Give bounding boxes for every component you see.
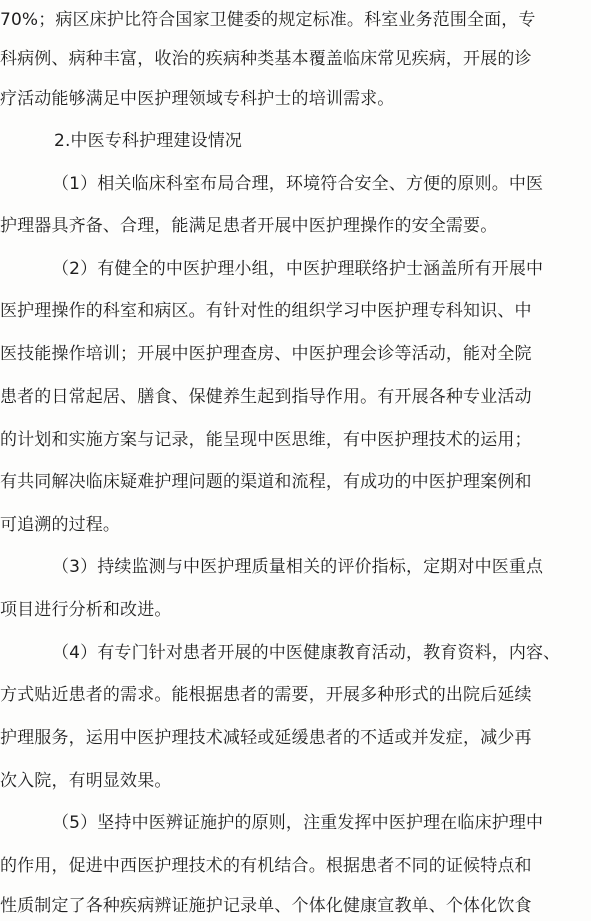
text-line: 患者的日常起居、膳食、保健养生起到指导作用。有开展各种专业活动: [0, 387, 532, 407]
text-line: 方式贴近患者的需求。能根据患者的需要，开展多种形式的出院后延续: [0, 685, 532, 705]
text-line: 的作用，促进中西医护理技术的有机结合。根据患者不同的证候特点和: [0, 856, 532, 876]
text-line: （5）坚持中医辨证施护的原则，注重发挥中医护理在临床护理中: [52, 813, 544, 833]
text-line: 护理服务，运用中医护理技术减轻或延缓患者的不适或并发症，减少再: [0, 728, 532, 748]
text-line: 70%；病区床护比符合国家卫健委的规定标准。科室业务范围全面，专: [0, 10, 536, 30]
text-line: 可追溯的过程。: [0, 515, 121, 535]
text-line: 医技能操作培训；开展中医护理查房、中医护理会诊等活动，能对全院: [0, 344, 532, 364]
section-heading: 2.中医专科护理建设情况: [54, 131, 243, 151]
text-line: 护理器具齐备、合理，能满足患者开展中医护理操作的安全需要。: [0, 216, 498, 236]
text-line: 医护理操作的科室和病区。有针对性的组织学习中医护理专科知识、中: [0, 301, 532, 321]
text-line: 疗活动能够满足中医护理领域专科护士的培训需求。: [0, 89, 395, 109]
text-line: 的计划和实施方案与记录，能呈现中医思维，有中医护理技术的运用；: [0, 430, 532, 450]
text-line: （1）相关临床科室布局合理，环境符合安全、方便的原则。中医: [52, 174, 544, 194]
text-line: 项目进行分析和改进。: [0, 600, 172, 620]
text-line: 性质制定了各种疾病辨证施护记录单、个体化健康宣教单、个体化饮食: [0, 896, 532, 916]
text-line: 科病例、病种丰富，收治的疾病种类基本覆盖临床常见疾病，开展的诊: [0, 49, 532, 69]
text-line: （2）有健全的中医护理小组，中医护理联络护士涵盖所有开展中: [52, 259, 544, 279]
text-line: 次入院，有明显效果。: [0, 771, 172, 791]
text-line: 有共同解决临床疑难护理问题的渠道和流程，有成功的中医护理案例和: [0, 472, 532, 492]
text-line: （3）持续监测与中医护理质量相关的评价指标，定期对中医重点: [52, 557, 544, 577]
text-line: （4）有专门针对患者开展的中医健康教育活动，教育资料，内容、: [52, 643, 561, 663]
